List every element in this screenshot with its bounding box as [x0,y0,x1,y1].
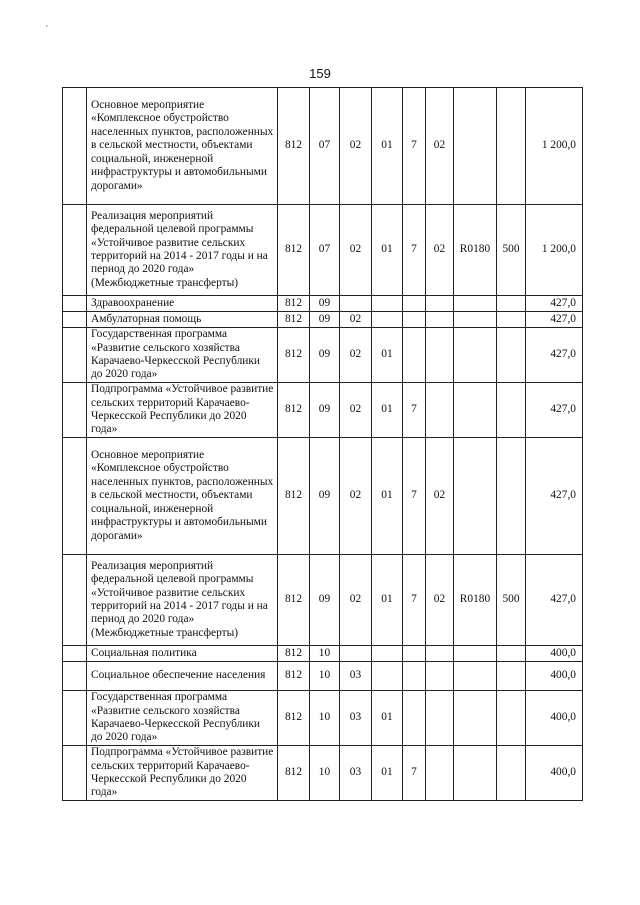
code-cell: 01 [372,88,403,205]
code-cell: 812 [278,383,310,438]
code-cell: 07 [310,205,340,296]
code-cell: 01 [372,746,403,801]
code-cell: 09 [310,328,340,383]
row-name-cell: Социальное обеспечение населения [87,662,278,691]
code-cell: 7 [403,555,426,646]
row-name-cell: Подпрограмма «Устойчивое развитие сельских территорий Карачаево-Черкесской Республики до 2020 года» [87,383,278,438]
code-cell: 02 [426,88,454,205]
code-cell [403,296,426,312]
code-cell: 01 [372,691,403,746]
code-cell: 812 [278,438,310,555]
code-cell: 02 [340,205,372,296]
code-cell: 02 [426,555,454,646]
blank-cell [63,296,87,312]
code-cell: 07 [310,88,340,205]
amount-cell: 427,0 [526,438,583,555]
code-cell: 7 [403,205,426,296]
amount-cell: 1 200,0 [526,88,583,205]
amount-cell: 427,0 [526,383,583,438]
code-cell: 10 [310,691,340,746]
code-cell: R0180 [454,555,497,646]
code-cell: 812 [278,691,310,746]
code-cell: 02 [340,88,372,205]
budget-table [62,87,583,801]
code-cell: 09 [310,296,340,312]
blank-cell [63,746,87,801]
code-cell [372,296,403,312]
code-cell: 7 [403,438,426,555]
table-row [63,88,583,205]
code-cell: 02 [340,555,372,646]
amount-cell: 427,0 [526,555,583,646]
code-cell [497,88,526,205]
code-cell [454,312,497,328]
table-row [63,383,583,438]
blank-cell [63,383,87,438]
code-cell: 01 [372,205,403,296]
table-row [63,746,583,801]
table-row [63,691,583,746]
row-name-cell: Амбулаторная помощь [87,312,278,328]
code-cell [497,438,526,555]
code-cell: 7 [403,88,426,205]
code-cell: 812 [278,88,310,205]
code-cell: 812 [278,662,310,691]
corner-mark: ' [46,24,48,35]
code-cell [426,296,454,312]
blank-cell [63,328,87,383]
amount-cell: 427,0 [526,328,583,383]
code-cell [426,312,454,328]
code-cell: 7 [403,383,426,438]
code-cell [426,328,454,383]
code-cell: 10 [310,746,340,801]
amount-cell: 1 200,0 [526,205,583,296]
code-cell: 02 [426,205,454,296]
blank-cell [63,438,87,555]
code-cell [454,88,497,205]
code-cell [403,328,426,383]
code-cell [426,383,454,438]
row-name-cell: Основное мероприятие «Комплексное обустройство населенных пунктов, расположенных в сельской местности, объектами социальной, инженерной инфраструктуры и автомобильными дорогами» [87,438,278,555]
code-cell: 812 [278,205,310,296]
row-name-cell: Государственная программа «Развитие сельского хозяйства Карачаево-Черкесской Республики до 2020 года» [87,328,278,383]
code-cell [454,438,497,555]
table-row [63,205,583,296]
code-cell: 09 [310,438,340,555]
blank-cell [63,205,87,296]
code-cell: 01 [372,555,403,646]
table-row [63,438,583,555]
code-cell [497,296,526,312]
code-cell: 01 [372,383,403,438]
blank-cell [63,312,87,328]
code-cell [340,646,372,662]
code-cell [497,328,526,383]
code-cell: 02 [340,328,372,383]
table-row [63,328,583,383]
amount-cell: 427,0 [526,296,583,312]
code-cell [497,662,526,691]
code-cell [497,691,526,746]
code-cell: 500 [497,555,526,646]
code-cell [497,746,526,801]
code-cell [403,662,426,691]
code-cell: 09 [310,383,340,438]
code-cell: 09 [310,312,340,328]
row-name-cell: Основное мероприятие «Комплексное обустройство населенных пунктов, расположенных в сельской местности, объектами социальной, инженерной инфраструктуры и автомобильными дорогами» [87,88,278,205]
table-row [63,312,583,328]
code-cell: 01 [372,328,403,383]
code-cell: 02 [340,312,372,328]
code-cell [497,312,526,328]
code-cell [426,746,454,801]
code-cell: 812 [278,646,310,662]
code-cell: 7 [403,746,426,801]
amount-cell: 400,0 [526,646,583,662]
code-cell: 812 [278,746,310,801]
code-cell [372,646,403,662]
row-name-cell: Социальная политика [87,646,278,662]
blank-cell [63,691,87,746]
code-cell [497,383,526,438]
code-cell [340,296,372,312]
code-cell: 03 [340,691,372,746]
blank-cell [63,662,87,691]
row-name-cell: Государственная программа «Развитие сельского хозяйства Карачаево-Черкесской Республики до 2020 года» [87,691,278,746]
code-cell: 10 [310,646,340,662]
code-cell: 812 [278,555,310,646]
code-cell [454,296,497,312]
code-cell: 812 [278,312,310,328]
code-cell [403,312,426,328]
code-cell [403,691,426,746]
table-row [63,662,583,691]
code-cell [403,646,426,662]
code-cell [497,646,526,662]
blank-cell [63,88,87,205]
code-cell: 812 [278,296,310,312]
page-number: 159 [309,66,331,81]
code-cell [426,662,454,691]
code-cell [454,746,497,801]
row-name-cell: Здравоохранение [87,296,278,312]
row-name-cell: Реализация мероприятий федеральной целевой программы «Устойчивое развитие сельских территорий на 2014 - 2017 годы и на период до 2020 года» (Межбюджетные трансферты) [87,205,278,296]
code-cell: 500 [497,205,526,296]
code-cell [454,662,497,691]
code-cell: R0180 [454,205,497,296]
code-cell [372,312,403,328]
code-cell: 01 [372,438,403,555]
table-row [63,296,583,312]
code-cell: 02 [426,438,454,555]
amount-cell: 400,0 [526,691,583,746]
amount-cell: 400,0 [526,746,583,801]
code-cell: 03 [340,746,372,801]
blank-cell [63,646,87,662]
blank-cell [63,555,87,646]
table-row [63,646,583,662]
code-cell [454,383,497,438]
code-cell [426,691,454,746]
code-cell [454,646,497,662]
code-cell [454,328,497,383]
code-cell: 03 [340,662,372,691]
code-cell: 02 [340,383,372,438]
code-cell [454,691,497,746]
amount-cell: 400,0 [526,662,583,691]
table-row [63,555,583,646]
code-cell: 09 [310,555,340,646]
code-cell: 812 [278,328,310,383]
code-cell [426,646,454,662]
row-name-cell: Подпрограмма «Устойчивое развитие сельских территорий Карачаево-Черкесской Республики до 2020 года» [87,746,278,801]
code-cell [372,662,403,691]
code-cell: 10 [310,662,340,691]
code-cell: 02 [340,438,372,555]
amount-cell: 427,0 [526,312,583,328]
row-name-cell: Реализация мероприятий федеральной целевой программы «Устойчивое развитие сельских территорий на 2014 - 2017 годы и на период до 2020 года» (Межбюджетные трансферты) [87,555,278,646]
